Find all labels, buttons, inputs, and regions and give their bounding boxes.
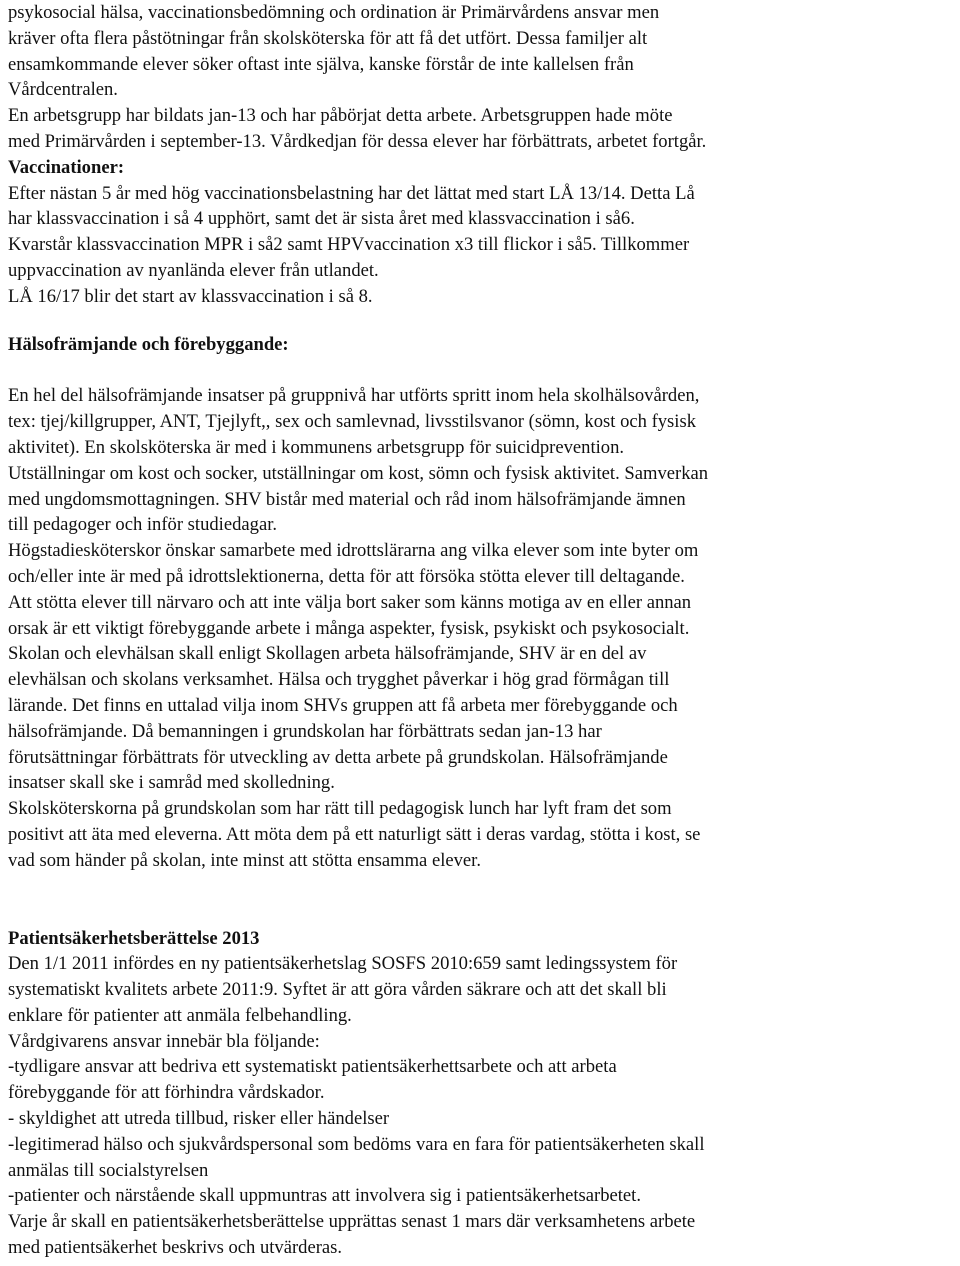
section-heading-vaccinations: Vaccinationer:: [8, 156, 125, 178]
patient-safety-section: [8, 926, 948, 1261]
health-promotion-section: [8, 332, 948, 874]
text-line: förutsättningar förbättrats för utveckling av detta arbete på grundskolan. Hälsofrämjande: [8, 746, 668, 768]
text-line: aktivitet). En skolsköterska är med i kommunens arbetsgrupp för suicidprevention.: [8, 436, 625, 458]
section-heading-health-promotion: Hälsofrämjande och förebyggande:: [8, 333, 289, 355]
text-line: hälsofrämjande. Då bemanningen i grundskolan har förbättrats sedan jan-13 har: [8, 720, 602, 742]
text-line: Skolsköterskorna på grundskolan som har rätt till pedagogisk lunch har lyft fram det som: [8, 798, 672, 820]
text-line: En hel del hälsofrämjande insatser på gruppnivå har utförts spritt inom hela skolhälsovården,: [8, 385, 700, 407]
text-line: till pedagoger och inför studiedagar.: [8, 514, 278, 536]
text-line: Kvarstår klassvaccination MPR i så2 samt HPVvaccination x3 till flickor i så5. Tillkommer: [8, 234, 690, 256]
text-line: Efter nästan 5 år med hög vaccinationsbelastning har det lättat med start LÅ 13/14. Detta Lå: [8, 182, 695, 204]
text-line: med ungdomsmottagningen. SHV bistår med material och råd inom hälsofrämjande ämnen: [8, 488, 686, 510]
text-line: -legitimerad hälso och sjukvårdspersonal som bedöms vara en fara för patientsäkerheten skall: [8, 1133, 705, 1155]
text-line: Högstadiesköterskor önskar samarbete med idrottslärarna ang vilka elever som inte byter om: [8, 540, 699, 562]
text-line: Utställningar om kost och socker, utställningar om kost, sömn och fysisk aktivitet. Samverkan: [8, 462, 709, 484]
text-line: Vårdcentralen.: [8, 79, 118, 101]
text-line: anmälas till socialstyrelsen: [8, 1159, 209, 1181]
spacer: [8, 357, 948, 383]
text-line: Skolan och elevhälsan skall enligt Skollagen arbeta hälsofrämjande, SHV är en del av: [8, 643, 647, 665]
text-line: har klassvaccination i så 4 upphört, samt det är sista året med klassvaccination i så6.: [8, 208, 635, 230]
text-line: orsak är ett viktigt förebyggande arbete i många aspekter, fysisk, psykiskt och psykosocialt.: [8, 617, 690, 639]
text-line: förebyggande för att förhindra vårdskador.: [8, 1082, 325, 1104]
spacer: [8, 874, 948, 926]
text-line: kräver ofta flera påstötningar från skolsköterska för att få det utfört. Dessa familjer alt: [8, 27, 648, 49]
text-line: -patienter och närstående skall uppmuntras att involvera sig i patientsäkerhetsarbetet.: [8, 1185, 641, 1207]
text-line: lärande. Det finns en uttalad vilja inom SHVs gruppen att få arbeta mer förebyggande och: [8, 694, 678, 716]
document-page: [8, 0, 948, 1261]
text-line: - skyldighet att utreda tillbud, risker eller händelser: [8, 1108, 390, 1130]
text-line: LÅ 16/17 blir det start av klassvaccination i så 8.: [8, 285, 373, 307]
text-line: Att stötta elever till närvaro och att inte välja bort saker som känns motiga av en eller annan: [8, 591, 692, 613]
text-line: ensamkommande elever söker oftast inte själva, kanske förstår de inte kallelsen från: [8, 53, 634, 75]
text-line: elevhälsan och skolans verksamhet. Hälsa och trygghet påverkar i hög grad förmågan till: [8, 669, 670, 691]
text-line: systematiskt kvalitets arbete 2011:9. Syftet är att göra vården säkrare och att det skall bli: [8, 979, 667, 1001]
text-line: psykosocial hälsa, vaccinationsbedömning och ordination är Primärvårdens ansvar men: [8, 2, 660, 23]
text-line: insatser skall ske i samråd med skolledning.: [8, 772, 335, 794]
text-line: med patientsäkerhet beskrivs och utvärderas.: [8, 1237, 343, 1259]
text-line: uppvaccination av nyanlända elever från utlandet.: [8, 259, 379, 281]
text-line: Den 1/1 2011 infördes en ny patientsäkerhetslag SOSFS 2010:659 samt ledingssystem för: [8, 953, 678, 975]
section-heading-patient-safety: Patientsäkerhetsberättelse 2013: [8, 927, 260, 949]
text-line: tex: tjej/killgrupper, ANT, Tjejlyft,, sex och samlevnad, livsstilsvanor (sömn, kost och fysisk: [8, 411, 696, 433]
text-line: vad som händer på skolan, inte minst att stötta ensamma elever.: [8, 849, 481, 871]
text-line: med Primärvården i september-13. Vårdkedjan för dessa elever har förbättrats, arbetet fortgår.: [8, 130, 707, 152]
text-line: positivt att äta med eleverna. Att möta dem på ett naturligt sätt i deras vardag, stötta i kost, se: [8, 823, 701, 845]
vaccination-section: [8, 155, 948, 310]
intro-section: [8, 0, 948, 155]
text-line: Varje år skall en patientsäkerhetsberättelse upprättas senast 1 mars där verksamhetens arbete: [8, 1211, 696, 1233]
text-line: och/eller inte är med på idrottslektionerna, detta för att försöka stötta elever till deltagande.: [8, 565, 685, 587]
text-line: En arbetsgrupp har bildats jan-13 och har påbörjat detta arbete. Arbetsgruppen hade möte: [8, 105, 673, 127]
text-line: enklare för patienter att anmäla felbehandling.: [8, 1004, 352, 1026]
text-line: Vårdgivarens ansvar innebär bla följande:: [8, 1030, 320, 1052]
text-line: -tydligare ansvar att bedriva ett systematiskt patientsäkerhettsarbete och att arbeta: [8, 1056, 617, 1078]
spacer: [8, 310, 948, 332]
